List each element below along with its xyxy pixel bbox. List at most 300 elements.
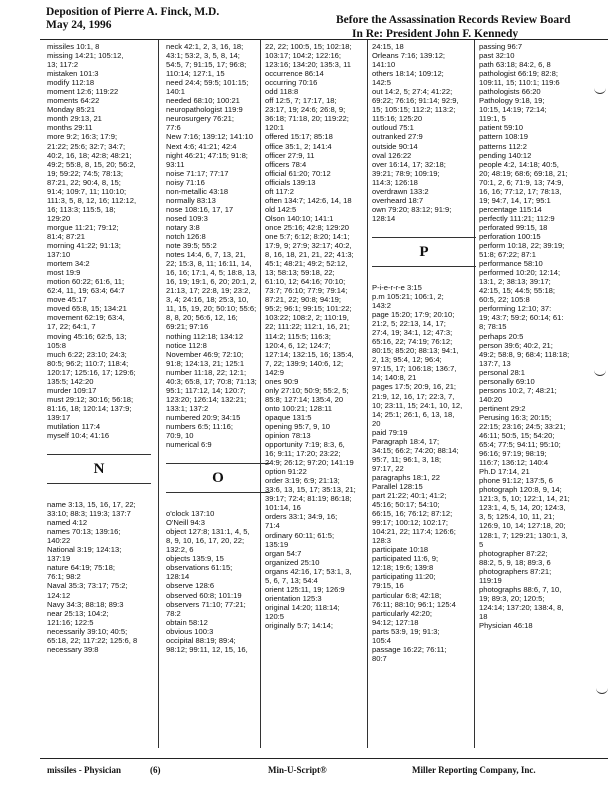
- column-divider: [367, 40, 368, 748]
- index-entry-line: names 70:13; 139:16;: [47, 527, 121, 537]
- index-entry-line: 8, 9, 10, 16, 17, 20, 22;: [166, 536, 245, 546]
- index-entry-line: 142:9: [265, 367, 285, 377]
- index-entry-line: old 142:5: [265, 204, 297, 214]
- index-entry-line: 49:2; 55:8, 8, 15, 20; 56:2,: [47, 159, 136, 169]
- index-entry-line: 70:9, 10: [166, 431, 194, 441]
- index-entry-line: 119:1, 5: [479, 114, 506, 124]
- index-entry-line: notes 14:4, 6, 7, 13, 21,: [166, 250, 246, 260]
- index-entry-line: 15; 105:15; 112:2; 113:2;: [372, 105, 456, 115]
- index-entry-line: 46:11; 50:5, 15; 54:20;: [479, 431, 555, 441]
- index-entry-line: mortem 34:2: [47, 259, 90, 269]
- index-entry-line: objects 135:9, 15: [166, 554, 224, 564]
- index-entry-line: percentage 115:14: [479, 204, 542, 214]
- index-entry-line: 114:2; 115:5; 116:3;: [265, 331, 331, 341]
- index-entry-line: nothing 112:18; 134:12: [166, 331, 244, 341]
- index-entry-line: 17, 22; 64:1, 7: [47, 322, 96, 332]
- index-entry-line: 77:6: [166, 123, 181, 133]
- index-entry-line: 13; 58:13; 59:18, 22;: [265, 268, 335, 278]
- index-entry-line: office 35:1, 2; 141:4: [265, 141, 332, 151]
- index-entry-line: passing 96:7: [479, 42, 523, 51]
- index-entry-line: 23:17, 19; 24:6; 26:8, 9;: [265, 105, 346, 115]
- index-entry-line: 16; 9:11; 17:20; 23:22;: [265, 449, 341, 459]
- index-entry-line: moment 12:6; 119:22: [47, 87, 119, 97]
- index-entry-line: 49:2; 58:8, 9; 68:4; 118:18;: [479, 349, 570, 359]
- index-entry-line: 45:1; 48:21; 49:2; 52:12,: [265, 259, 348, 269]
- column-divider: [158, 40, 159, 748]
- index-entry-line: 33:6, 13, 15, 17; 35:13, 21;: [265, 485, 356, 495]
- index-entry-line: own 79:20; 83:12; 91:9;: [372, 204, 452, 214]
- index-entry-line: 104:21, 22; 117:4; 126:6;: [372, 527, 456, 537]
- index-entry-line: pending 140:12: [479, 150, 532, 160]
- index-entry-line: 87:21, 22; 90:4, 8, 15;: [47, 177, 121, 187]
- index-entry-line: 121:16; 122:5: [47, 617, 94, 627]
- index-entry-line: 132:2, 6: [166, 545, 194, 555]
- index-entry-line: 95:1; 117:12, 14; 120:7;: [166, 385, 246, 395]
- index-entry-line: off 12:5, 7; 17:17, 18;: [265, 96, 337, 106]
- index-entry-line: people 4:2, 14:18; 40:5,: [479, 159, 559, 169]
- index-entry-line: movement 62:19; 63:4,: [47, 313, 125, 323]
- index-entry-line: performance 58:10: [479, 259, 543, 269]
- index-column-3: [265, 42, 373, 630]
- index-entry-line: 73:7; 76:10; 77:9; 79:14;: [265, 286, 348, 296]
- index-entry-line: non-metallic 43:18: [166, 186, 229, 196]
- index-entry-line: orders 33:1; 34:9, 16;: [265, 512, 338, 522]
- index-entry-line: 7, 22; 139:9; 140:6, 12;: [265, 358, 344, 368]
- index-entry-line: 18: [479, 611, 488, 621]
- index-entry-line: need 24:4; 59:5; 101:15;: [166, 78, 249, 88]
- index-entry-line: officers 78:4: [265, 159, 307, 169]
- index-entry-line: 20: [372, 418, 381, 428]
- index-entry-line: 2, 13; 95:4, 12; 96:4;: [372, 355, 442, 365]
- index-entry-line: numerical 6:9: [166, 440, 212, 450]
- index-entry-line: 116:7; 136:12; 140:4: [479, 458, 549, 468]
- index-entry-line: 16, 16; 77:12, 17; 78:13,: [479, 186, 562, 196]
- index-entry-line: observed 60:8; 101:19: [166, 590, 242, 600]
- index-entry-line: paid 79:19: [372, 427, 408, 437]
- index-entry-line: 101:14, 16: [265, 503, 301, 513]
- index-entry-line: outside 90:14: [372, 141, 418, 151]
- index-entry-line: 69:21; 97:16: [166, 322, 209, 332]
- index-entry-line: 17:9, 9; 27:9; 32:17; 40:2,: [265, 241, 352, 251]
- index-entry-line: organ 54:7: [265, 548, 302, 558]
- index-entry-line: ordinary 60:11; 61:5;: [265, 530, 335, 540]
- index-entry-line: 103:17; 104:2; 122:16;: [265, 51, 342, 61]
- index-entry-line: 14; 140:8, 21: [372, 373, 417, 383]
- index-entry-line: 87:21, 22; 90:8; 94:19;: [265, 295, 342, 305]
- index-entry-line: morning 41:22; 91:13;: [47, 241, 121, 251]
- index-entry-line: 126:9, 10, 14; 127:18, 20;: [479, 521, 566, 531]
- index-entry-line: 22; 111:22; 112:1, 16, 21;: [265, 322, 350, 332]
- index-entry-line: 110:14; 127:1, 15: [166, 69, 225, 79]
- index-entry-line: 33:10; 88:3; 119:3; 137:7: [47, 509, 131, 519]
- index-entry-line: 8, 8, 20; 56:6, 12, 16;: [166, 313, 238, 323]
- index-entry-line: neck 42:1, 2, 3, 16, 18;: [166, 42, 244, 51]
- index-entry-line: 69:22; 76:16; 91:14; 92:9,: [372, 96, 459, 106]
- index-entry-line: Paragraph 18:4, 17;: [372, 436, 440, 446]
- index-entry-line: originally 5:7; 14:14;: [265, 621, 333, 630]
- index-entry-line: November 46:9; 72:10;: [166, 349, 244, 359]
- index-entry-line: 11, 15, 19, 20; 50:10; 55:6;: [166, 304, 257, 314]
- index-entry-line: 140:20: [479, 394, 503, 404]
- index-entry-line: 13; 117:2: [47, 60, 79, 70]
- index-entry-line: photographers 87:21;: [479, 566, 552, 576]
- index-entry-line: 16, 19; 19:1, 6, 20; 20:1, 2,: [166, 277, 257, 287]
- index-entry-line: phone 91:12; 137:5, 6: [479, 476, 553, 486]
- index-entry-line: National 3:19; 124:13;: [47, 545, 122, 555]
- index-entry-line: 124:14; 137:20; 138:4, 8,: [479, 602, 564, 612]
- index-entry-line: 95:2; 96:1; 99:15; 101:22;: [265, 304, 352, 314]
- index-entry-line: occurring 70:16: [265, 78, 318, 88]
- index-entry-line: 79:15, 16: [372, 581, 404, 591]
- index-entry-line: 5: [479, 539, 484, 549]
- index-entry-line: 91:8; 124:13, 21; 125:1: [166, 358, 245, 368]
- index-entry-line: occurrence 86:14: [265, 69, 324, 79]
- index-entry-line: mutilation 117:4: [47, 421, 101, 431]
- index-entry-line: participated 11:6, 9;: [372, 554, 439, 564]
- index-column-5: [479, 42, 589, 630]
- index-entry-line: opening 95:7, 9, 10: [265, 421, 331, 431]
- index-entry-line: particularly 42:20;: [372, 608, 432, 618]
- index-entry-line: 111:3, 5, 8, 12, 16; 112:12,: [47, 195, 137, 205]
- index-entry-line: Naval 35:3; 73:17; 75:2;: [47, 581, 128, 591]
- index-entry-line: 21:22; 25:6; 32:7; 34:7;: [47, 141, 126, 151]
- index-entry-line: 123:1, 4, 5, 14, 20; 124:3,: [479, 503, 566, 513]
- index-entry-line: option 91:22: [265, 467, 307, 477]
- index-entry-line: 34:15; 66:2; 74:20; 88:14;: [372, 445, 459, 455]
- footer-company: Miller Reporting Company, Inc.: [412, 765, 536, 775]
- index-entry-line: 16, 16; 17:1, 4, 5; 18:8, 13,: [166, 268, 257, 278]
- index-entry-line: 85:8; 127:14; 135:4, 20: [265, 394, 344, 404]
- index-entry-line: orient 125:11, 19; 126:9: [265, 584, 345, 594]
- deposition-date: May 24, 1996: [46, 19, 112, 31]
- index-entry-line: name 3:13, 15, 16, 17, 22;: [47, 500, 136, 510]
- index-entry-line: opaque 131:5: [265, 412, 312, 422]
- index-entry-line: necessary 39:8: [47, 644, 99, 654]
- index-entry-line: 22, 22; 100:5, 15; 102:18;: [265, 42, 352, 51]
- index-entry-line: 65:16, 22; 74:19; 76:12;: [372, 337, 453, 347]
- index-entry-line: official 61:20; 70:12: [265, 168, 331, 178]
- index-entry-line: Physician 46:18: [479, 621, 533, 630]
- index-entry-line: notch 126:8: [166, 231, 206, 241]
- index-entry-line: 140:1: [166, 87, 186, 97]
- index-entry-line: photograph 120:8, 9, 14;: [479, 485, 562, 495]
- index-column-1: [47, 42, 155, 654]
- deposition-title: Deposition of Pierre A. Finck, M.D.: [46, 6, 220, 18]
- index-entry-line: 19; 89:3, 20; 120:5;: [479, 593, 545, 603]
- index-entry-line: mistaken 101:3: [47, 69, 99, 79]
- index-entry-line: once 25:16; 42:8; 129:20: [265, 222, 350, 232]
- index-entry-line: Pathology 9:18, 19;: [479, 96, 545, 106]
- index-entry-line: 135:5; 142:20: [47, 376, 94, 386]
- index-entry-line: observers 71:10; 77:21;: [166, 599, 246, 609]
- index-entry-line: must 29:12; 30:16; 56:18;: [47, 394, 134, 404]
- index-entry-line: 129:20: [47, 213, 71, 223]
- index-entry-line: oval 126:22: [372, 150, 412, 160]
- index-entry-line: parts 53:9, 19; 91:3;: [372, 626, 440, 636]
- index-entry-line: needed 68:10; 100:21: [166, 96, 240, 106]
- footer-page: (6): [150, 765, 161, 775]
- index-entry-line: 115:16; 125:20: [372, 114, 423, 124]
- index-entry-line: 21:13, 17; 22:8, 19; 23:2,: [166, 286, 251, 296]
- index-entry-line: past 32:10: [479, 51, 515, 61]
- index-entry-line: 61:10, 12; 64:16; 70:10;: [265, 277, 346, 287]
- index-entry-line: 42:15, 15; 44:5; 55:18;: [479, 286, 556, 296]
- index-column-2: [166, 42, 274, 654]
- index-entry-line: 98:12; 99:11, 12, 15, 16,: [166, 644, 248, 654]
- index-entry-line: 99:17; 100:12; 102:17;: [372, 518, 449, 528]
- index-entry-line: persons 10:2, 7; 48:21;: [479, 385, 557, 395]
- index-entry-line: 81:16, 18; 120:14; 137:9;: [47, 403, 132, 413]
- index-entry-line: particular 6:8; 42:18;: [372, 590, 442, 600]
- index-entry-line: 65:18, 22; 117:22; 125:6, 8: [47, 635, 138, 645]
- index-entry-line: 10:15, 14:19; 72:14;: [479, 105, 547, 115]
- index-entry-line: 105:8: [47, 340, 67, 350]
- index-entry-line: 123:20; 126:14; 132:21;: [166, 394, 247, 404]
- index-entry-line: 141:10: [372, 60, 396, 70]
- index-entry-line: oft 117:2: [265, 186, 294, 196]
- index-entry-line: paragraphs 18:1, 22: [372, 472, 440, 482]
- index-entry-line: 19; 59:22; 74:5; 78:13;: [47, 168, 124, 178]
- index-entry-line: 24:9; 26:12; 97:20; 141:19: [265, 458, 354, 468]
- index-entry-line: original 14:20; 118:14;: [265, 602, 340, 612]
- index-entry-line: 21:2, 5; 22:13, 14, 17;: [372, 319, 446, 329]
- index-entry-line: personal 28:1: [479, 367, 526, 377]
- handwritten-check-mark: [596, 686, 608, 694]
- index-entry-line: 3, 5; 125:4, 10, 11, 21;: [479, 512, 555, 522]
- index-entry-line: order 3:19; 6:9; 21:13;: [265, 476, 340, 486]
- index-entry-line: 109:11, 15; 110:1; 119:6: [479, 78, 560, 88]
- index-entry-line: 43:1; 53:2, 3, 5, 8, 14;: [166, 51, 240, 61]
- footer-range: missiles - Physician: [47, 765, 122, 775]
- index-entry-line: only 27:10; 50:9; 55:2, 5;: [265, 385, 349, 395]
- index-entry-line: performing 12:10; 37:: [479, 304, 552, 314]
- index-entry-line: 51:8; 67:22; 87:1: [479, 250, 537, 260]
- index-entry-line: 66:15, 16; 76:12; 87:12;: [372, 509, 453, 519]
- index-entry-line: pathologists 66:20: [479, 87, 541, 97]
- index-entry-line: New 7:16; 139:12; 141:10: [166, 132, 253, 142]
- index-entry-line: person 39:6; 40:2, 21;: [479, 340, 553, 350]
- index-entry-line: obvious 100:3: [166, 626, 214, 636]
- index-entry-line: 124:12: [47, 590, 71, 600]
- index-entry-line: number 11:18, 22; 12:1;: [166, 367, 247, 377]
- index-entry-line: noisy 71:16: [166, 177, 205, 187]
- index-entry-line: moving 45:16; 62:5, 13;: [47, 331, 127, 341]
- index-entry-line: 96:16; 97:19; 98:19;: [479, 449, 547, 459]
- index-entry-line: 27:4, 19; 34:1, 12; 47:3;: [372, 328, 453, 338]
- index-entry-line: orientation 125:3: [265, 593, 322, 603]
- index-entry-line: 45:16; 50:17; 54:10;: [372, 500, 440, 510]
- index-entry-line: 93:11: [166, 159, 185, 169]
- index-entry-line: one 5:7; 6:12; 8:20; 14:1;: [265, 231, 350, 241]
- index-entry-line: P-i-e-r-r-e 3:15: [372, 282, 422, 292]
- index-entry-line: overheard 18:7: [372, 195, 424, 205]
- index-entry-line: missiles 10:1, 8: [47, 42, 100, 51]
- index-entry-line: Olson 140:10; 141:1: [265, 213, 334, 223]
- index-entry-line: 19; 94:7, 14, 17; 95:1: [479, 195, 551, 205]
- index-entry-line: nature 64:19; 75:18;: [47, 563, 115, 573]
- index-entry-line: 97:15, 17; 106:18; 136:7,: [372, 364, 457, 374]
- index-entry-line: 16; 113:3; 115:5, 18;: [47, 204, 116, 214]
- index-entry-line: 119:19: [479, 575, 502, 585]
- index-entry-line: occipital 88:19; 89:4;: [166, 635, 236, 645]
- index-entry-line: 120:4, 6, 12; 124:7;: [265, 340, 331, 350]
- index-entry-line: others 18:14; 109:12;: [372, 69, 444, 79]
- index-entry-line: pertinent 29:2: [479, 403, 526, 413]
- index-entry-line: murder 109:17: [47, 385, 97, 395]
- index-entry-line: 137:19: [47, 554, 71, 564]
- index-entry-line: outloud 75:1: [372, 123, 414, 133]
- footer-product: Min-U-Script®: [268, 765, 327, 775]
- index-entry-line: normally 83:13: [166, 195, 216, 205]
- index-entry-line: 60:5, 22; 105:8: [479, 295, 530, 305]
- index-entry-line: organized 25:10: [265, 557, 320, 567]
- index-entry-line: notary 3:8: [166, 222, 200, 232]
- index-entry-line: performed 10:20; 12:14;: [479, 268, 561, 278]
- index-entry-line: ones 90:9: [265, 376, 299, 386]
- index-entry-line: 39:17; 72:4; 81:19; 86:18;: [265, 494, 352, 504]
- index-entry-line: 20; 48:19; 68:6; 69:18, 21;: [479, 168, 568, 178]
- index-entry-line: missing 14:21; 105:12,: [47, 51, 124, 61]
- index-entry-line: 127:14; 132:15, 16; 135:4,: [265, 349, 354, 359]
- index-entry-line: 62:4, 11, 19; 63:4; 64:7: [47, 286, 125, 296]
- index-entry-line: 142:5: [372, 78, 392, 88]
- index-entry-line: Parallel 128:15: [372, 481, 423, 491]
- index-entry-line: 114:3; 126:18: [372, 177, 418, 187]
- index-entry-line: 14; 25:1; 26:1, 6, 13, 18,: [372, 409, 455, 419]
- index-entry-line: 65:4; 77:5; 94:11; 95:10;: [479, 440, 561, 450]
- index-entry-line: 40:2, 16, 18; 42:8; 48:21;: [47, 150, 132, 160]
- index-entry-line: 128:14: [372, 213, 396, 223]
- index-entry-line: myself 10:4; 41:16: [47, 431, 110, 441]
- section-letter-n: N: [47, 454, 151, 484]
- index-entry-line: page 15:20; 17:9; 20:10;: [372, 310, 455, 320]
- index-entry-line: 80:7: [372, 653, 387, 663]
- index-entry-line: 94:12; 127:18: [372, 617, 419, 627]
- index-entry-line: necessarily 39:10; 40:5;: [47, 626, 128, 636]
- index-entry-line: onto 100:21; 128:11: [265, 403, 332, 413]
- header-right: [336, 13, 571, 41]
- index-entry-line: numbered 20:9; 34:15: [166, 412, 241, 422]
- index-entry-line: 91:4; 109:7, 11; 110:10;: [47, 186, 127, 196]
- index-entry-line: out 14:2, 5; 27:4; 41:22;: [372, 87, 453, 97]
- index-entry-line: 71:4: [265, 521, 280, 531]
- index-entry-line: perforation 100:15: [479, 231, 541, 241]
- index-entry-line: 81:4; 87:21: [47, 231, 86, 241]
- index-entry-line: over 16:14, 17; 32:18;: [372, 159, 446, 169]
- column-divider: [474, 40, 475, 748]
- index-entry-line: 80:5; 96:2; 110:7; 118:4;: [47, 358, 129, 368]
- header-left: [46, 6, 219, 32]
- index-entry-line: 54:5, 7; 91:15, 17; 96:8;: [166, 60, 247, 70]
- index-entry-line: 8; 78:15: [479, 322, 507, 332]
- index-entry-line: near 25:13; 104:2;: [47, 608, 109, 618]
- index-entry-line: 140:22: [47, 536, 71, 546]
- index-entry-line: 13:1, 2; 38:13; 39:17;: [479, 277, 551, 287]
- index-entry-line: photographs 88:6, 7, 10,: [479, 584, 562, 594]
- index-entry-line: often 134:7; 142:6, 14, 18: [265, 195, 352, 205]
- index-entry-line: 95:7, 11; 96:1, 3, 18;: [372, 454, 442, 464]
- index-entry-line: odd 118:8: [265, 87, 299, 97]
- index-entry-line: month 29:13, 21: [47, 114, 102, 124]
- index-entry-line: officer 27:9, 11: [265, 150, 315, 160]
- index-entry-line: notice 112:8: [166, 340, 207, 350]
- index-entry-line: 70:1, 2, 6; 71:9, 13; 74:9,: [479, 177, 564, 187]
- index-entry-line: Navy 34:3; 88:18; 89:3: [47, 599, 124, 609]
- index-entry-line: 120:1: [265, 123, 285, 133]
- index-entry-line: patterns 112:2: [479, 141, 527, 151]
- index-entry-line: numbers 6:5; 11:16;: [166, 421, 233, 431]
- index-entry-line: 39:21; 78:9; 109:19;: [372, 168, 440, 178]
- index-entry-line: 40:3; 65:8, 17; 70:8; 71:13;: [166, 376, 257, 386]
- index-entry-line: O'Neill 94:3: [166, 518, 206, 528]
- index-entry-line: pages 17:5; 20:9, 16, 21;: [372, 382, 457, 392]
- index-entry-line: note 39:5; 55:2: [166, 241, 217, 251]
- index-entry-line: o'clock 137:10: [166, 509, 215, 519]
- index-entry-line: 19; 43:7; 59:2; 60:14; 61:: [479, 313, 564, 323]
- index-entry-line: Next 4:6; 41:21; 42:4: [166, 141, 237, 151]
- index-entry-line: 105:4: [372, 635, 392, 645]
- case-title: In Re: President John F. Kennedy: [352, 28, 519, 40]
- index-entry-line: 3, 4; 24:16, 18; 25:3, 10,: [166, 295, 249, 305]
- index-entry-line: pathologist 66:19; 82:8;: [479, 69, 558, 79]
- index-entry-line: 135:19: [265, 539, 289, 549]
- index-entry-line: offered 15:17; 85:18: [265, 132, 333, 142]
- header-rule: [40, 39, 608, 40]
- index-entry-line: part 21:22; 40:1; 41:2;: [372, 491, 447, 501]
- index-entry-line: perforated 99:15, 18: [479, 222, 548, 232]
- index-entry-line: participating 11:20;: [372, 572, 436, 582]
- index-entry-line: more 9:2; 16:3; 17:9;: [47, 132, 118, 142]
- index-entry-line: Ph.D 17:14, 21: [479, 467, 530, 477]
- index-entry-line: 21:9, 12, 16, 17; 22:3, 7,: [372, 391, 455, 401]
- index-entry-line: object 127:8; 131:1, 4, 5,: [166, 527, 250, 537]
- index-entry-line: most 19:9: [47, 268, 81, 278]
- index-entry-line: obtain 58:12: [166, 617, 208, 627]
- index-entry-line: 97:17, 22: [372, 463, 404, 473]
- index-entry-line: motion 60:22; 61:6, 11;: [47, 277, 125, 287]
- index-entry-line: officials 139:13: [265, 177, 316, 187]
- index-entry-line: 143:2: [372, 301, 392, 311]
- index-entry-line: 22; 15:3, 8, 11; 16:11, 14,: [166, 259, 252, 269]
- index-entry-line: overdrawn 133:2: [372, 186, 429, 196]
- index-entry-line: modify 112:18: [47, 78, 95, 88]
- section-letter-p: P: [372, 237, 476, 267]
- index-entry-line: named 4:12: [47, 518, 88, 528]
- handwritten-check-mark: [594, 86, 606, 94]
- index-entry-line: 103:22; 108:2, 2; 110:19,: [265, 313, 349, 323]
- index-entry-line: morgue 11:21; 79:12;: [47, 222, 119, 232]
- index-entry-line: nose 108:16, 17, 17: [166, 204, 234, 214]
- index-entry-line: 133:1; 137:2: [166, 403, 209, 413]
- handwritten-check-mark: [594, 368, 606, 376]
- index-entry-line: opportunity 7:19; 8:3, 6,: [265, 440, 345, 450]
- board-title: Before the Assassination Records Review Board: [336, 14, 571, 26]
- index-entry-line: p.m 105:21; 106:1, 2;: [372, 291, 444, 301]
- index-entry-line: 137:7, 13: [479, 358, 511, 368]
- index-entry-line: night 46:21; 47:15; 91:8;: [166, 150, 248, 160]
- index-entry-line: Monday 85:21: [47, 105, 96, 115]
- index-entry-line: perhaps 20:5: [479, 331, 524, 341]
- index-entry-line: 10; 23:11, 15; 24:1, 10, 12,: [372, 400, 463, 410]
- index-entry-line: outranked 27:9: [372, 132, 423, 142]
- index-entry-line: perform 10:18, 22; 39:19;: [479, 241, 565, 251]
- index-entry-line: much 6:22; 23:10; 24:3;: [47, 349, 127, 359]
- index-entry-line: 76:1; 98:2: [47, 572, 81, 582]
- index-entry-line: 78:2: [166, 608, 181, 618]
- index-entry-line: 12:18; 19:6; 139:8: [372, 563, 434, 573]
- index-entry-line: personally 69:10: [479, 376, 535, 386]
- index-entry-line: observe 128:6: [166, 581, 215, 591]
